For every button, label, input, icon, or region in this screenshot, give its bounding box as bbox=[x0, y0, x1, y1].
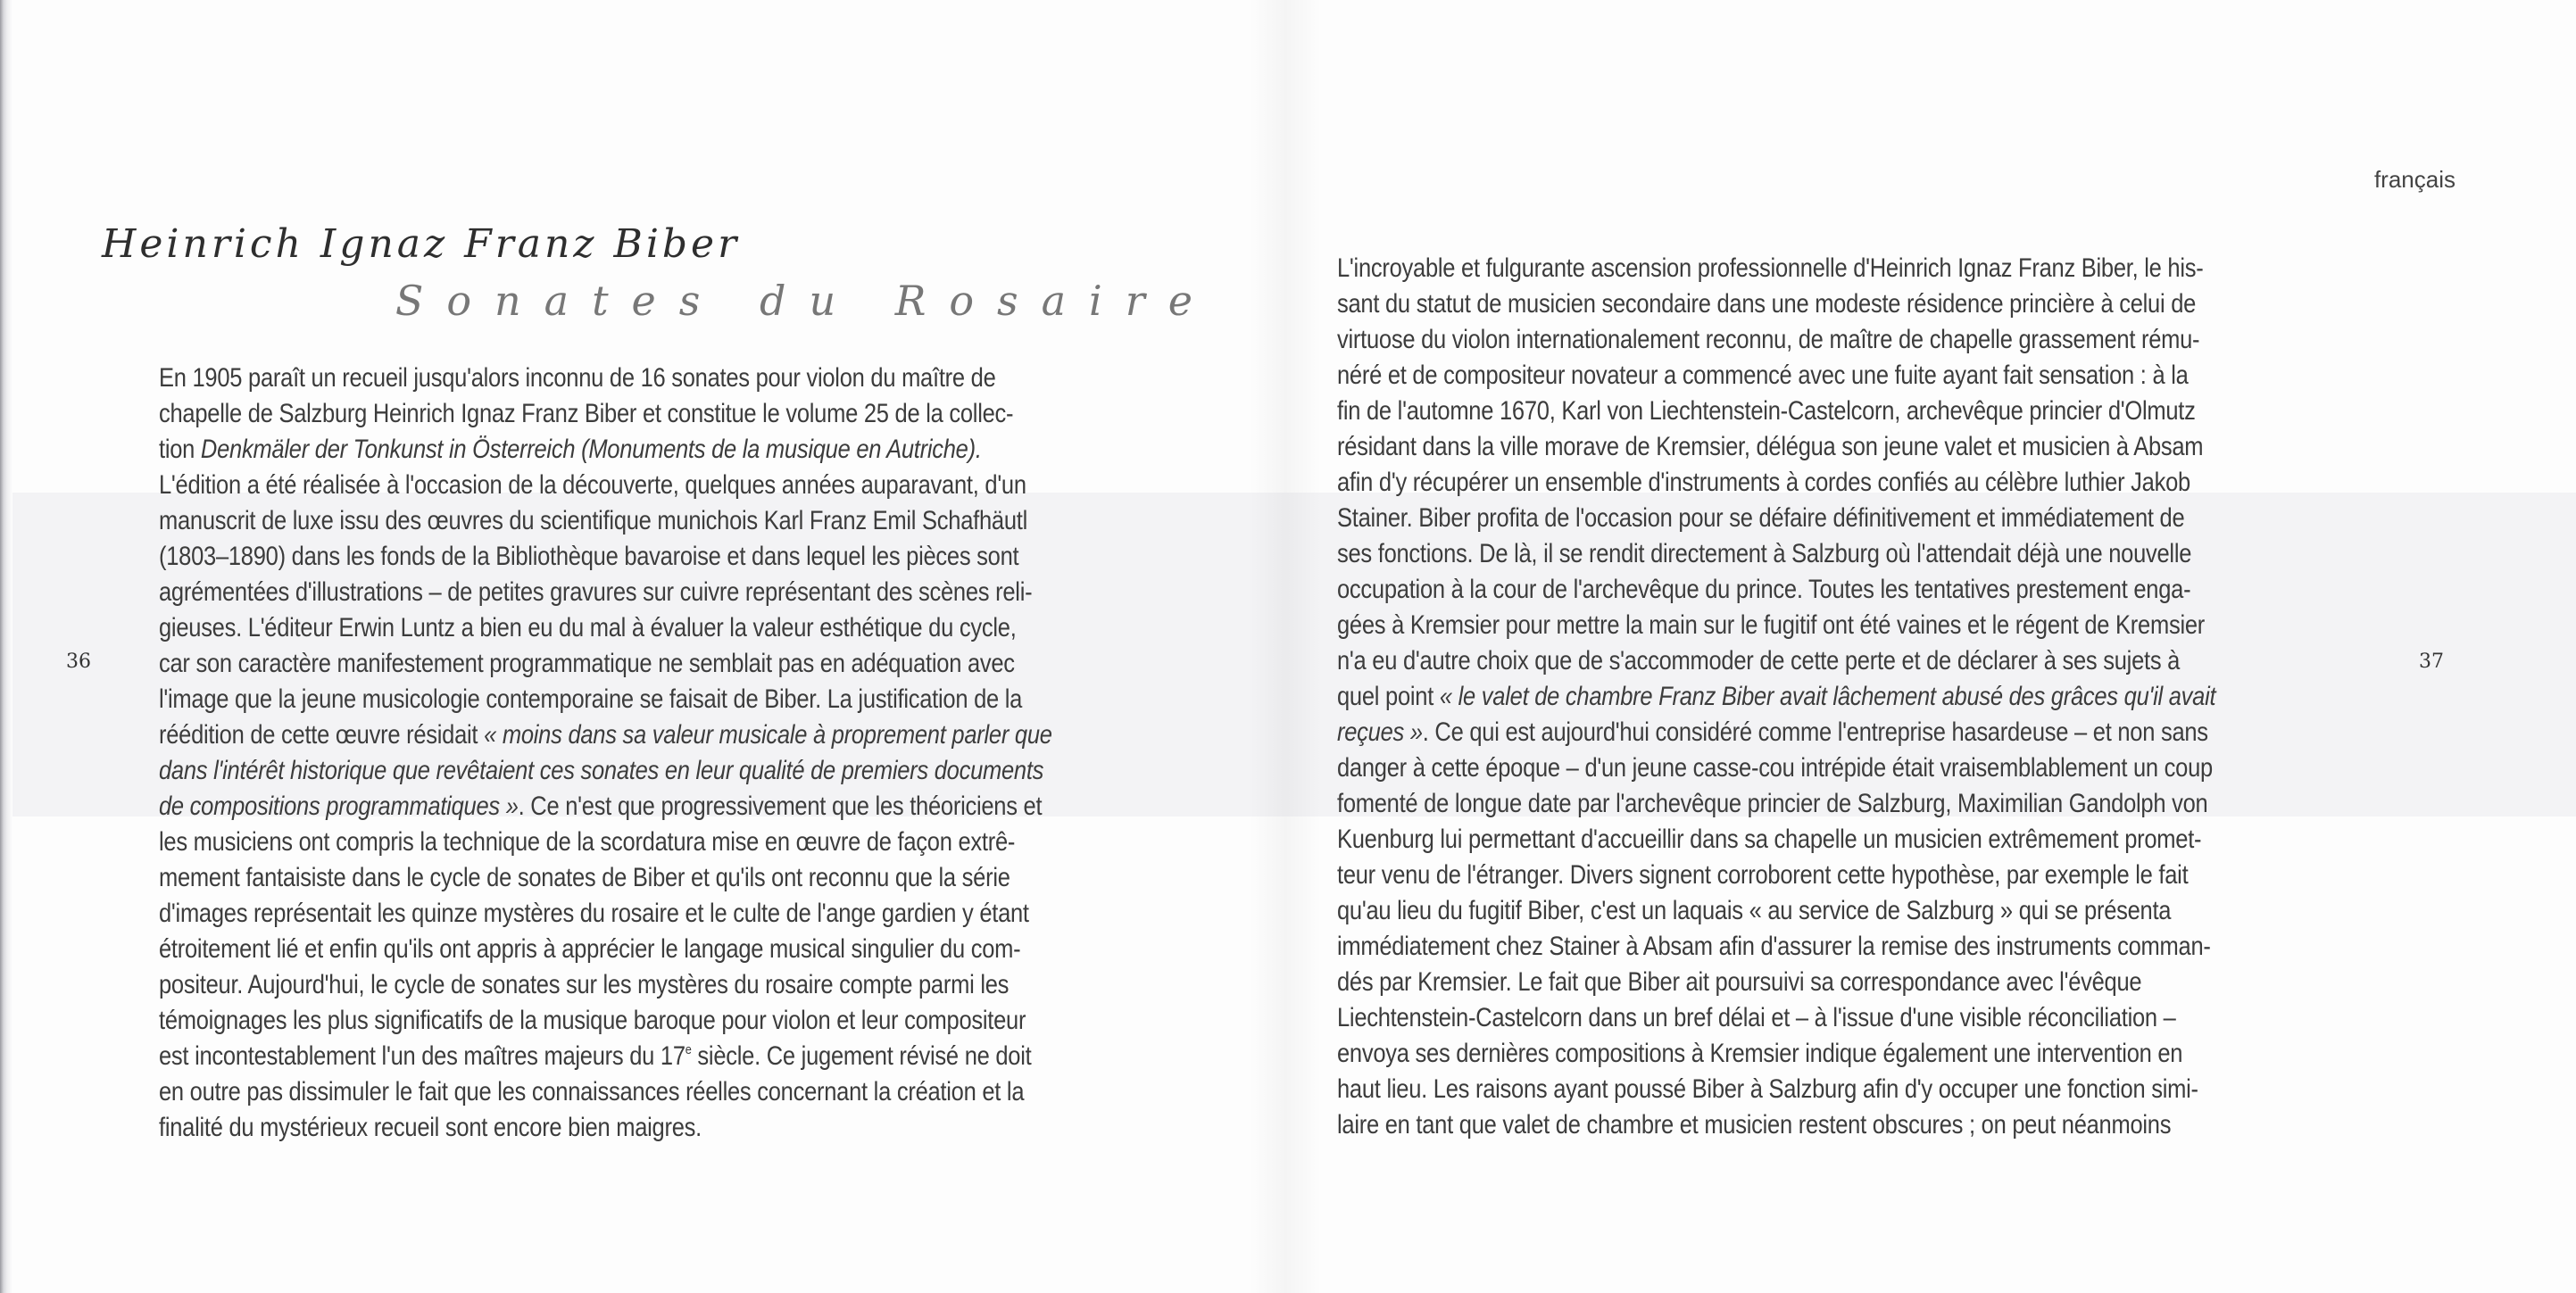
text-line: Liechtenstein-Castelcorn dans un bref délai et – à l'issue d'une visible réconciliation – bbox=[1337, 1003, 2176, 1032]
text-line: les musiciens ont compris la technique de la scordatura mise en œuvre de façon extrê- bbox=[159, 827, 1016, 857]
text-line: virtuose du violon internationalement reconnu, de maître de chapelle grassement rému- bbox=[1337, 325, 2200, 354]
text-line: dés par Kremsier. Le fait que Biber ait poursuivi sa correspondance avec l'évêque bbox=[1337, 967, 2142, 997]
text-line: étroitement lié et enfin qu'ils ont appris à apprécier le langage musical singulier du com- bbox=[159, 934, 1021, 964]
text-line bbox=[159, 717, 1221, 753]
text-line: afin d'y récupérer un ensemble d'instruments à cordes confiés au célèbre luthier Jakob bbox=[1337, 468, 2190, 497]
text-line bbox=[1337, 679, 2399, 715]
text-line: gées à Kremsier pour mettre la main sur le fugitif ont été vaines et le régent de Kremsier bbox=[1337, 610, 2206, 640]
text-line: laire en tant que valet de chambre et musicien restent obscures ; on peut néanmoins bbox=[1337, 1110, 2172, 1140]
text-line: agrémentées d'illustrations – de petites gravures sur cuivre représentant des scènes reli- bbox=[159, 577, 1033, 607]
text-line: teur venu de l'étranger. Divers signent corroborent cette hypothèse, par exemple le fait bbox=[1337, 860, 2189, 890]
italic-text: « moins dans sa valeur musicale à proprement parler que bbox=[484, 720, 1052, 750]
text-segment: . Ce qui est aujourd'hui considéré comme l'entreprise hasardeuse – et non sans bbox=[1422, 717, 2208, 747]
text-line: (1803–1890) dans les fonds de la Bibliothèque bavaroise et dans lequel les pièces sont bbox=[159, 542, 1019, 571]
text-line: En 1905 paraît un recueil jusqu'alors inconnu de 16 sonates pour violon du maître de bbox=[159, 363, 996, 393]
text-segment: réédition de cette œuvre résidait bbox=[159, 720, 485, 750]
composer-title: Heinrich Ignaz Franz Biber bbox=[102, 221, 741, 267]
text-segment: est incontestablement l'un des maîtres majeurs du 17 bbox=[159, 1041, 686, 1071]
language-label: français bbox=[2373, 166, 2456, 193]
italic-text: de compositions programmatiques » bbox=[159, 792, 519, 821]
text-line: Kuenburg lui permettant d'accueillir dans sa chapelle un musicien extrêmement promet- bbox=[1337, 825, 2202, 854]
text-line: qu'au lieu du fugitif Biber, c'est un laquais « au service de Salzburg » qui se présenta bbox=[1337, 896, 2172, 925]
book-gutter bbox=[1250, 0, 1321, 1293]
text-line: positeur. Aujourd'hui, le cycle de sonates sur les mystères du rosaire compte parmi les bbox=[159, 970, 1010, 999]
text-line: gieuses. L'éditeur Erwin Luntz a bien eu du mal à évaluer la valeur esthétique du cycle, bbox=[159, 613, 1017, 642]
text-line: haut lieu. Les raisons ayant poussé Biber à Salzburg afin d'y occuper une fonction simi- bbox=[1337, 1074, 2198, 1104]
text-line: danger à cette époque – d'un jeune casse-cou intrépide était vraisemblablement un coup bbox=[1337, 753, 2213, 783]
book-edge bbox=[0, 0, 12, 1293]
text-line: car son caractère manifestement programmatique ne semblait pas en adéquation avec bbox=[159, 649, 1015, 678]
text-line: mement fantaisiste dans le cycle de sonates de Biber et qu'ils ont reconnu que la série bbox=[159, 863, 1010, 892]
text-line: ses fonctions. De là, il se rendit directement à Salzburg où l'attendait déjà une nouvelle bbox=[1337, 539, 2192, 568]
text-line: occupation à la cour de l'archevêque du prince. Toutes les tentatives prestement enga- bbox=[1337, 575, 2191, 604]
text-line: chapelle de Salzburg Heinrich Ignaz Franz Biber et constitue le volume 25 de la collec- bbox=[159, 399, 1014, 428]
text-line: résidant dans la ville morave de Kremsier, délégua son jeune valet et musicien à Absam bbox=[1337, 432, 2204, 461]
text-line: néré et de compositeur novateur a commencé avec une fuite ayant fait sensation : à la bbox=[1337, 361, 2189, 390]
text-line: envoya ses dernières compositions à Kremsier indique également une intervention en bbox=[1337, 1039, 2183, 1068]
italic-text: dans l'intérêt historique que revêtaient ces sonates en leur qualité de premiers documents bbox=[159, 756, 1044, 785]
italic-text: Denkmäler der Tonkunst in Österreich (Monuments de la musique en Autriche). bbox=[200, 435, 982, 464]
text-line: Stainer. Biber profita de l'occasion pour se défaire définitivement et immédiatement de bbox=[1337, 503, 2185, 533]
text-line bbox=[159, 432, 1221, 468]
text-line: d'images représentait les quinze mystères du rosaire et le culte de l'ange gardien y étant bbox=[159, 899, 1029, 928]
text-line: en outre pas dissimuler le fait que les connaissances réelles concernant la création et la bbox=[159, 1077, 1025, 1107]
text-line: manuscrit de luxe issu des œuvres du scientifique munichois Karl Franz Emil Schafhäutl bbox=[159, 506, 1027, 535]
text-line bbox=[159, 753, 1221, 789]
text-segment: tion bbox=[159, 435, 201, 464]
text-line: sant du statut de musicien secondaire dans une modeste résidence princière à celui de bbox=[1337, 289, 2197, 319]
text-line: fin de l'automne 1670, Karl von Liechtenstein-Castelcorn, archevêque princier d'Olmutz bbox=[1337, 396, 2196, 426]
work-subtitle: Sonates du Rosaire bbox=[395, 277, 1216, 325]
text-segment: siècle. Ce jugement révisé ne doit bbox=[691, 1041, 1032, 1071]
text-line: L'incroyable et fulgurante ascension professionnelle d'Heinrich Ignaz Franz Biber, le his- bbox=[1337, 253, 2204, 283]
text-line: immédiatement chez Stainer à Absam afin d'assurer la remise des instruments comman- bbox=[1337, 932, 2211, 961]
text-line bbox=[159, 1039, 1221, 1074]
page-number-right: 37 bbox=[2419, 651, 2444, 673]
page-number-left: 36 bbox=[66, 651, 91, 673]
text-line: finalité du mystérieux recueil sont encore bien maigres. bbox=[159, 1113, 702, 1142]
text-line bbox=[159, 789, 1221, 825]
right-body-text bbox=[1337, 251, 2399, 1143]
text-line: témoignages les plus significatifs de la musique baroque pour violon et leur compositeur bbox=[159, 1006, 1026, 1035]
text-line bbox=[1337, 715, 2399, 750]
left-body-text bbox=[159, 361, 1221, 1146]
text-line: n'a eu d'autre choix que de s'accommoder de cette perte et de déclarer à ses sujets à bbox=[1337, 646, 2181, 676]
italic-text: « le valet de chambre Franz Biber avait lâchement abusé des grâces qu'il avait bbox=[1439, 682, 2216, 711]
text-line: fomenté de longue date par l'archevêque princier de Salzburg, Maximilian Gandolph von bbox=[1337, 789, 2208, 818]
text-segment: . Ce n'est que progressivement que les théoriciens et bbox=[518, 792, 1043, 821]
text-segment: quel point bbox=[1337, 682, 1440, 711]
text-line: L'édition a été réalisée à l'occasion de la découverte, quelques années auparavant, d'un bbox=[159, 470, 1026, 500]
text-line: l'image que la jeune musicologie contemporaine se faisait de Biber. La justification de la bbox=[159, 684, 1023, 714]
superscript: e bbox=[685, 1042, 692, 1057]
italic-text: reçues » bbox=[1337, 717, 1423, 747]
